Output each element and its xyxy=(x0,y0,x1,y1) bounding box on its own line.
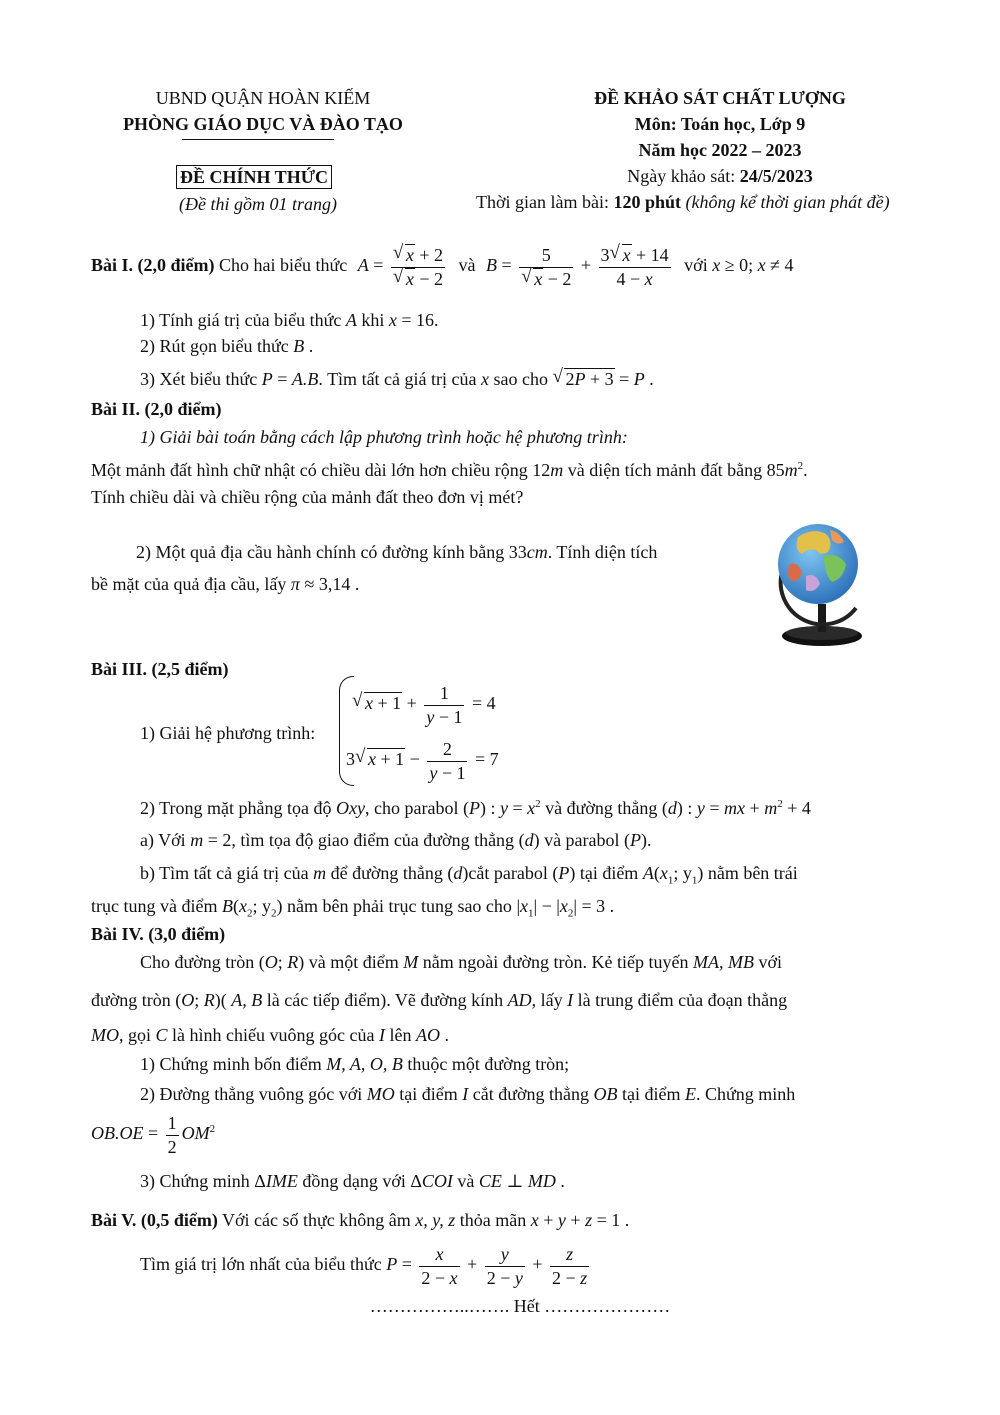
end-marker: ……………..……. Hết ………………… xyxy=(369,1296,671,1316)
bai3-q2: 2) Trong mặt phẳng tọa độ Oxy, cho parabol (P) : $y = x^2$ và đường thẳng (d) : y = mx + $m^2 + 4$ xyxy=(140,798,811,818)
system-eq1: √ x + 1 + $\frac{1}{y - 1}$ = 4 xyxy=(352,683,496,727)
bai2-q1-text: Một mảnh đất hình chữ nhật có chiều dài lớn hơn chiều rộng 12m và diện tích mảnh đất bằng $85m^2$. xyxy=(91,460,808,480)
bai3-qb-line2: trục tung và điểm $B(x_2$; $y_2$) nằm bên phải trục tung sao cho $|x_1| - |x_2| = 3$ . xyxy=(91,896,615,920)
bai2-heading: Bài II. (2,0 điểm) xyxy=(91,399,222,419)
bai2-q1-question: Tính chiều dài và chiều rộng của mảnh đất theo đơn vị mét? xyxy=(91,487,524,507)
bai3-qb-line1: b) Tìm tất cả giá trị của m để đường thẳng (d)cắt parabol (P) tại điểm $A(x_1$; $y_1$) nằm bên trái xyxy=(140,863,798,887)
bai1-q1: 1) Tính giá trị của biểu thức A khi x = 16. xyxy=(140,310,439,330)
bai3-heading: Bài III. (2,5 điểm) xyxy=(91,659,229,679)
bai4-p1: Cho đường tròn (O; R) và một điểm M nằm ngoài đường tròn. Kẻ tiếp tuyến MA, MB với xyxy=(140,952,783,972)
globe-image xyxy=(768,512,876,650)
bai1-line: Bài I. (2,0 điểm) Cho hai biểu thức A = √ x + 2 √ x − 2 và B = 5 √ x − 2 + 3 √ x + 14 4 − x với x ≥ 0; x ≠ 4 xyxy=(91,242,794,289)
header-divider xyxy=(182,139,334,140)
bai2-q2-line2: bề mặt của quả địa cầu, lấy π ≈ 3,14 . xyxy=(91,574,360,594)
bai3-q1: 1) Giải hệ phương trình: xyxy=(140,723,316,743)
bai2-q1-title: 1) Giải bài toán bằng cách lập phương trình hoặc hệ phương trình: xyxy=(140,427,628,447)
bai5-line: Bài V. (0,5 điểm) Với các số thực không âm x, y, z thỏa mãn x + y + z = 1 . xyxy=(91,1210,630,1230)
bai3-qa: a) Với m = 2, tìm tọa độ giao điểm của đường thẳng (d) và parabol (P). xyxy=(140,830,652,850)
bai1-q2: 2) Rút gọn biểu thức B . xyxy=(140,336,314,356)
system-eq2: 3 √ x + 1 − $\frac{2}{y - 1}$ = 7 xyxy=(346,739,499,783)
bai4-q2: 2) Đường thẳng vuông góc với MO tại điểm I cắt đường thẳng OB tại điểm E. Chứng minh xyxy=(140,1084,796,1104)
bai4-q2-formula: OB.OE = $\frac{1}{2}$ $OM^2$ xyxy=(91,1113,216,1157)
bai4-heading: Bài IV. (3,0 điểm) xyxy=(91,924,226,944)
official-label: ĐỀ CHÍNH THỨC xyxy=(176,165,332,189)
department-name: UBND QUẬN HOÀN KIẾM xyxy=(155,88,371,108)
bai4-p3: MO, gọi C là hình chiếu vuông góc của I lên AO . xyxy=(91,1025,449,1045)
pages-note: (Đề thi gồm 01 trang) xyxy=(179,194,337,214)
exam-date-line: Ngày khảo sát: 24/5/2023 xyxy=(627,166,813,186)
bai4-p2: đường tròn (O; R)( A, B là các tiếp điểm). Vẽ đường kính AD, lấy I là trung điểm của đoạn thẳng xyxy=(91,990,788,1010)
bai4-q3: 3) Chứng minh ΔIME đồng dạng với ΔCOI và CE ⊥ MD . xyxy=(140,1171,565,1191)
bai5-question: Tìm giá trị lớn nhất của biểu thức P = $\frac{x}{2 - x}$ + $\frac{y}{2 - y}$ + $\frac{z}{2 - z}$ xyxy=(140,1244,588,1288)
bai1-q3: 3) Xét biểu thức P = A.B. Tìm tất cả giá trị của x sao cho √ 2P + 3 = P . xyxy=(140,366,654,389)
school-year: Năm học 2022 – 2023 xyxy=(638,140,802,160)
exam-time-line: Thời gian làm bài: 120 phút (không kể thời gian phát đề) xyxy=(476,192,890,212)
exam-subject: Môn: Toán học, Lớp 9 xyxy=(634,114,806,134)
bai2-q2-line1: 2) Một quả địa cầu hành chính có đường kính bằng 33cm. Tính diện tích xyxy=(136,542,658,562)
exam-title: ĐỀ KHẢO SÁT CHẤT LƯỢNG xyxy=(594,88,846,108)
office-name: PHÒNG GIÁO DỤC VÀ ĐÀO TẠO xyxy=(123,114,403,134)
bai4-q1: 1) Chứng minh bốn điểm M, A, O, B thuộc một đường tròn; xyxy=(140,1054,570,1074)
